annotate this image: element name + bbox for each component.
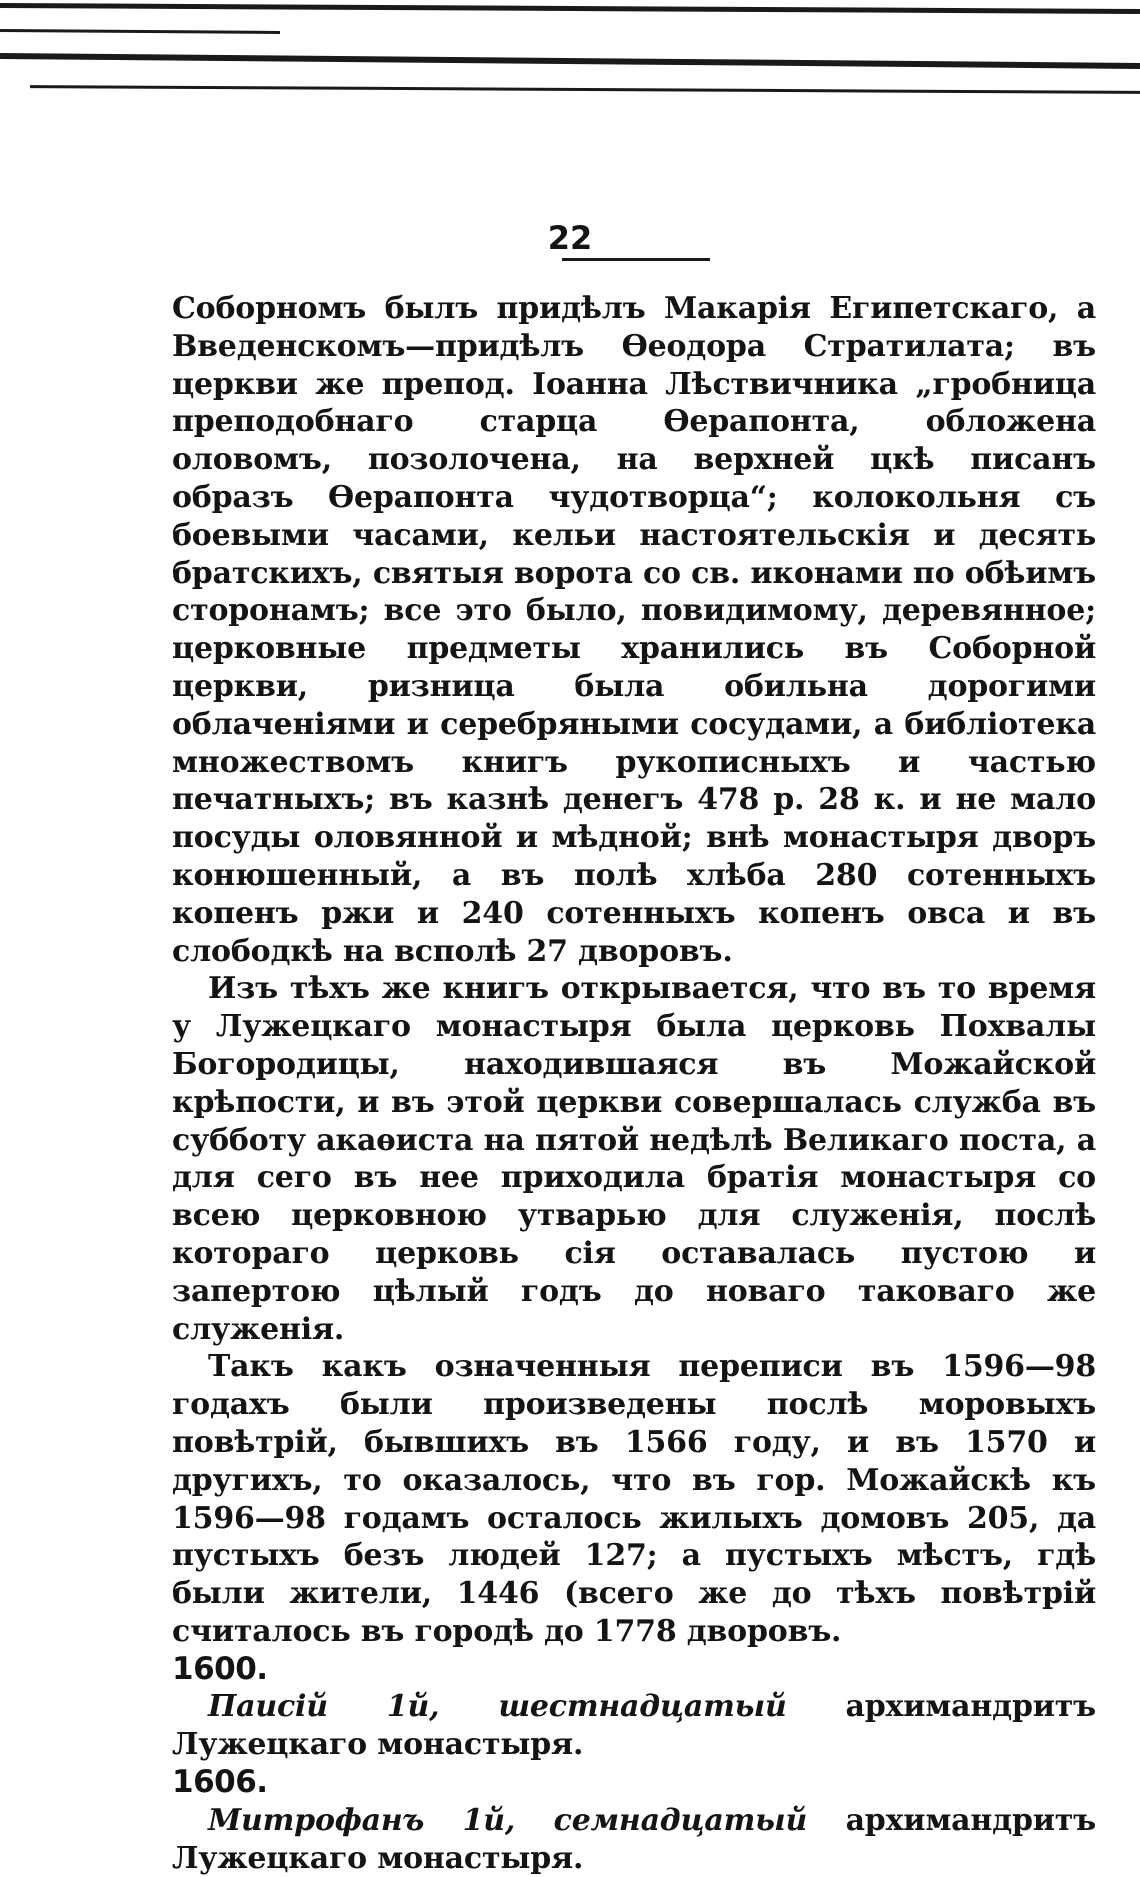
top-border-rule (0, 53, 1140, 69)
archimandrite-name: Паисій 1й, (208, 1689, 440, 1725)
paragraph: Изъ тѣхъ же книгъ открывается, что въ то время у Лужецкаго монастыря была церковь Похвалы Богородицы, находившаяся въ Можайской крѣпости, и въ этой церкви совершалась служба въ субботу акаѳиста на пятой недѣлѣ Великаго поста, а для сего въ нее приходила братія монастыря со всею церковною утварью для служенія, послѣ котораго церковь сія оставалась пустою и запертою цѣлый годъ до новаго таковаго же служенія. (172, 971, 1096, 1347)
archimandrite-title: архимандритъ Лужецкаго монастыря. (172, 1689, 1096, 1763)
top-border-rule (0, 29, 280, 34)
archimandrite-title: архимандритъ Лужецкаго монастыря. (172, 1802, 1096, 1876)
archimandrite-name: Митрофанъ 1й, (208, 1802, 516, 1838)
archimandrite-ordinal: шестнадцатый (498, 1689, 787, 1725)
page-text (172, 290, 1096, 1877)
year-heading: 1606. (172, 1764, 268, 1801)
archimandrite-ordinal: семнадцатый (553, 1802, 808, 1838)
paragraph: Такъ какъ означенныя переписи въ 1596—98 годахъ были произведены послѣ моровыхъ повѣтрій, бывшихъ въ 1566 году, и въ 1570 и другихъ, то оказалось, что въ гор. Можайскѣ къ 1596—98 годамъ осталось жилыхъ домовъ 205, да пустыхъ безъ людей 127; а пустыхъ мѣстъ, гдѣ были жители, 1446 (всего же до тѣхъ повѣтрій считалось въ городѣ до 1778 дворовъ. (172, 1349, 1096, 1649)
paragraph: Соборномъ былъ придѣлъ Макарія Египетскаго, а Введенскомъ—придѣлъ Ѳеодора Стратилата; въ церкви же препод. Іоанна Лѣствичника „гробница преподобнаго старца Ѳерапонта, обложена оловомъ, позолочена, на верхней цкѣ писанъ образъ Ѳерапонта чудотворца“; колокольня съ боевыми часами, кельи настоятельскія и десять братскихъ, святыя ворота со св. иконами по обѣимъ сторонамъ; все это было, повидимому, деревянное; церковные предметы хранились въ Соборной церкви, ризница была обильна дорогими облаченіями и серебряными сосудами, а библіотека множествомъ книгъ рукописныхъ и частью печатныхъ; въ казнѣ денегъ 478 р. 28 к. и не мало посуды оловянной и мѣдной; внѣ монастыря дворъ конюшенный, а въ полѣ хлѣба 280 сотенныхъ копенъ ржи и 240 сотенныхъ копенъ овса и въ слободкѣ на всполѣ 27 дворовъ. (172, 291, 1096, 969)
page-number-rule (562, 258, 710, 261)
top-border-rule (30, 85, 1140, 94)
year-heading: 1600. (172, 1650, 268, 1687)
page-number: 22 (547, 219, 593, 257)
top-border-rule (0, 3, 1140, 14)
archimandrite-entry (172, 1688, 1096, 1764)
